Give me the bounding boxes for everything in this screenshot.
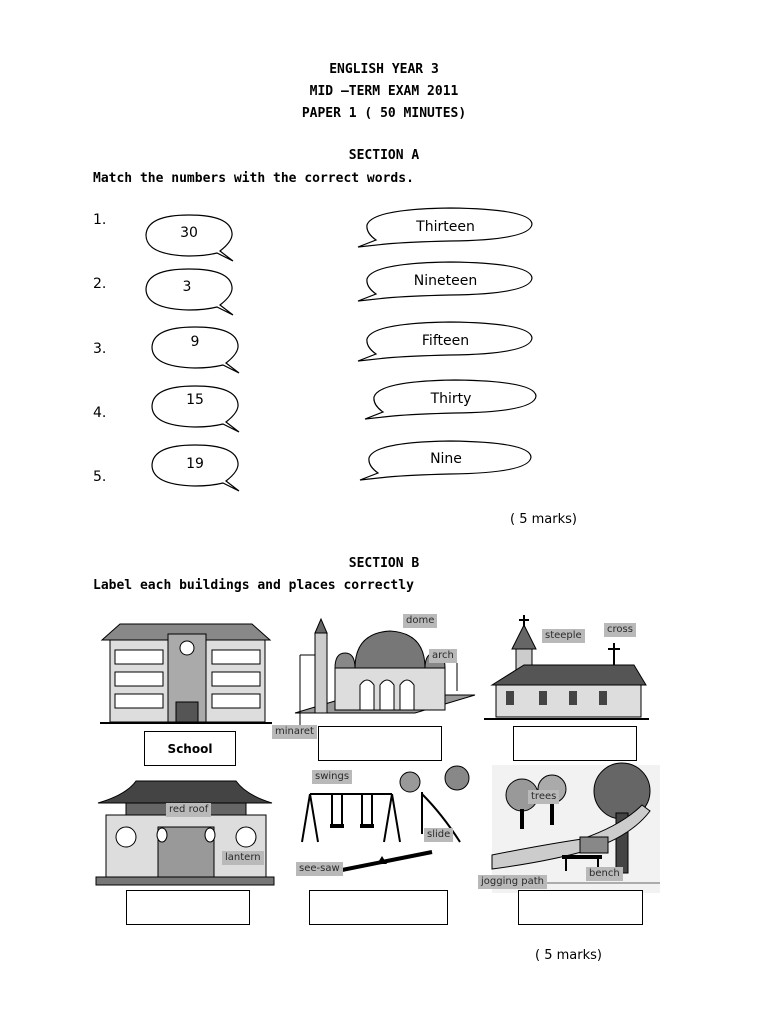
number-19: 19 <box>186 456 204 472</box>
item-number-2: 2. <box>93 276 107 292</box>
tag-minaret: minaret <box>272 725 317 739</box>
word-thirteen: Thirteen <box>416 219 475 235</box>
number-bubble-1 <box>145 213 233 261</box>
exam-title: ENGLISH YEAR 3 <box>329 62 439 77</box>
mosque-picture <box>275 613 475 743</box>
tag-see-saw: see-saw <box>296 862 343 876</box>
answer-box-park[interactable] <box>518 890 643 925</box>
number-30: 30 <box>180 225 198 241</box>
answer-box-playground[interactable] <box>309 890 448 925</box>
word-bubble-5 <box>360 440 532 482</box>
word-bubble-3 <box>358 321 533 363</box>
school-picture <box>100 620 272 728</box>
paper-info: PAPER 1 ( 50 MINUTES) <box>301 106 467 121</box>
playground-picture <box>292 764 474 886</box>
number-bubble-3 <box>151 325 239 373</box>
tag-lantern: lantern <box>222 851 264 865</box>
tag-bench: bench <box>586 867 623 881</box>
answer-box-school[interactable]: School <box>144 731 236 766</box>
section-b-marks: ( 5 marks) <box>535 948 602 963</box>
item-number-4: 4. <box>93 405 107 421</box>
section-a-marks: ( 5 marks) <box>510 512 577 527</box>
park-picture <box>481 765 660 893</box>
number-15: 15 <box>186 392 204 408</box>
tag-jogging-path: jogging path <box>478 875 547 889</box>
number-bubble-2 <box>145 267 233 315</box>
item-number-3: 3. <box>93 341 107 357</box>
word-nine: Nine <box>430 451 462 467</box>
number-9: 9 <box>190 334 200 350</box>
item-number-1: 1. <box>93 212 107 228</box>
tag-trees: trees <box>528 790 559 804</box>
word-nineteen: Nineteen <box>413 273 478 289</box>
tag-red-roof: red roof <box>166 803 211 817</box>
item-number-5: 5. <box>93 469 107 485</box>
answer-box-temple[interactable] <box>126 890 250 925</box>
word-bubble-2 <box>358 261 533 303</box>
section-a-title: SECTION A <box>348 148 420 163</box>
word-fifteen: Fifteen <box>421 333 470 349</box>
tag-arch: arch <box>429 649 457 663</box>
word-thirty: Thirty <box>430 391 472 407</box>
tag-dome: dome <box>403 614 437 628</box>
answer-box-mosque[interactable] <box>318 726 442 761</box>
tag-cross: cross <box>604 623 636 637</box>
number-3: 3 <box>182 279 192 295</box>
section-b-instruction: Label each buildings and places correctly <box>93 578 414 593</box>
word-bubble-1 <box>358 207 533 249</box>
answer-box-church[interactable] <box>513 726 637 761</box>
tag-slide: slide <box>424 828 453 842</box>
tag-swings: swings <box>312 770 352 784</box>
tag-steeple: steeple <box>542 629 585 643</box>
exam-subtitle: MID –TERM EXAM 2011 <box>309 84 459 99</box>
section-b-title: SECTION B <box>348 556 420 571</box>
number-bubble-4 <box>151 384 239 432</box>
temple-picture <box>96 777 274 887</box>
word-bubble-4 <box>365 379 537 421</box>
church-picture <box>484 615 649 725</box>
section-a-instruction: Match the numbers with the correct words. <box>93 171 414 186</box>
number-bubble-5 <box>151 443 239 491</box>
